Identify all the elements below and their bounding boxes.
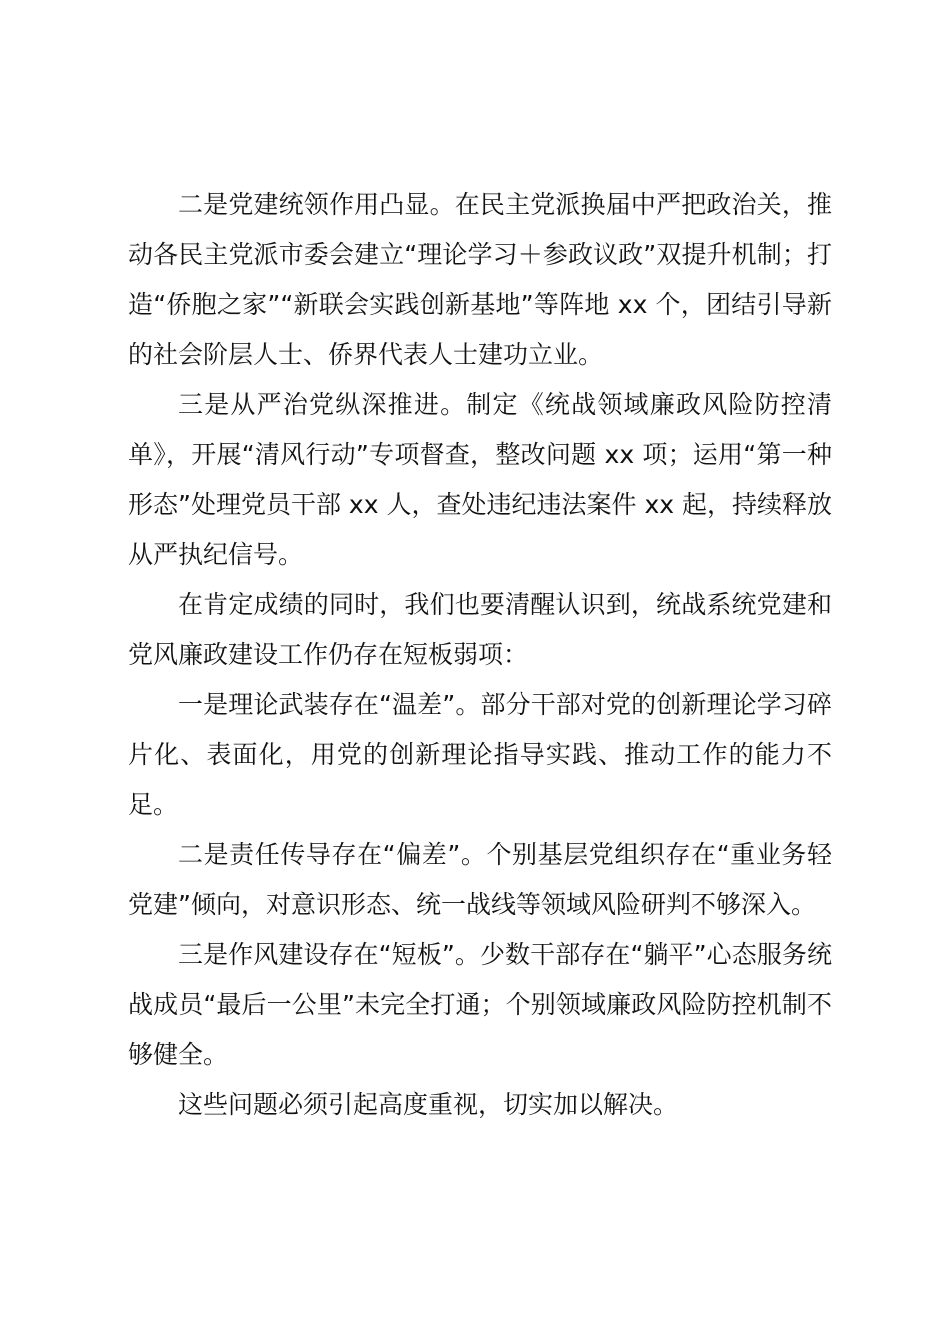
paragraph: 三是从严治党纵深推进。制定《统战领域廉政风险防控清单》，开展“清风行动”专项督查，整改问题 xx 项；运用“第一种形态”处理党员干部 xx 人，查处违纪违法案件 xx 起，持续释放从严执纪信号。 bbox=[128, 390, 832, 569]
paragraph: 二是党建统领作用凸显。在民主党派换届中严把政治关，推动各民主党派市委会建立“理论学习＋参政议政”双提升机制；打造“侨胞之家”“新联会实践创新基地”等阵地 xx 个，团结引导新的社会阶层人士、侨界代表人士建功立业。 bbox=[128, 190, 832, 369]
paragraph: 这些问题必须引起高度重视，切实加以解决。 bbox=[178, 1090, 679, 1119]
paragraph: 在肯定成绩的同时，我们也要清醒认识到，统战系统党建和党风廉政建设工作仍存在短板弱项： bbox=[128, 590, 832, 669]
paragraph: 三是作风建设存在“短板”。少数干部存在“躺平”心态服务统战成员“最后一公里”未完全打通；个别领域廉政风险防控机制不够健全。 bbox=[128, 940, 832, 1069]
paragraph: 一是理论武装存在“温差”。部分干部对党的创新理论学习碎片化、表面化，用党的创新理论指导实践、推动工作的能力不足。 bbox=[128, 690, 832, 819]
document-body bbox=[128, 180, 832, 1130]
paragraph: 二是责任传导存在“偏差”。个别基层党组织存在“重业务轻党建”倾向，对意识形态、统一战线等领域风险研判不够深入。 bbox=[128, 840, 832, 919]
